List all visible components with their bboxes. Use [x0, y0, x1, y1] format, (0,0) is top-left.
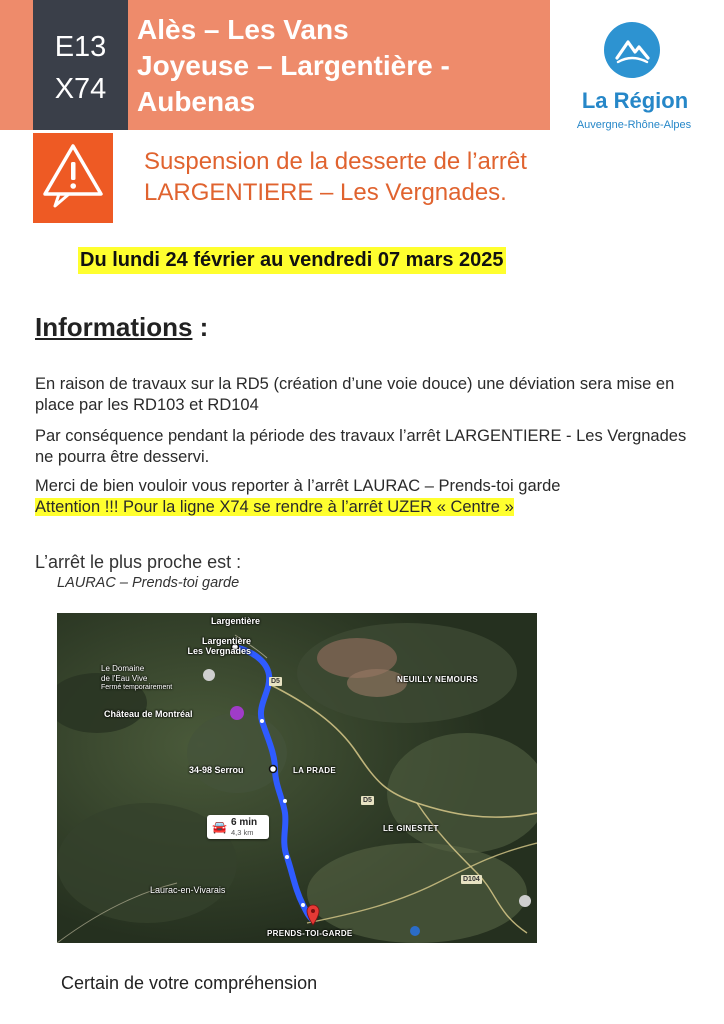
map-label-la-prade: LA PRADE: [293, 766, 336, 775]
region-logo-name: La Région: [581, 88, 689, 113]
notice-title-line-2: LARGENTIERE – Les Vergnades.: [144, 179, 507, 206]
map-label-laurac: Laurac-en-Vivarais: [150, 885, 226, 895]
map-label-domaine: Le Domaine de l'Eau Vive: [101, 664, 148, 683]
date-range: Du lundi 24 février au vendredi 07 mars 2025: [78, 247, 506, 274]
route-line-1: Alès – Les Vans: [137, 14, 349, 45]
route-distance: 4,3 km: [231, 828, 254, 837]
map-label-serrou: 34-98 Serrou: [189, 765, 244, 775]
info-paragraph-1: En raison de travaux sur la RD5 (création d’une voie douce) une déviation sera mise en place par les RD103 et RD104: [35, 375, 675, 414]
line-code-e13: E13: [54, 31, 107, 63]
road-tag-d5-north: D5: [271, 678, 280, 685]
warning-icon: [41, 140, 105, 214]
info-heading-text: Informations: [35, 312, 193, 342]
info-paragraph-2: Par conséquence pendant la période des travaux l’arrêt LARGENTIERE - Les Vergnades ne pourra être desservi.: [35, 427, 687, 466]
info-heading-colon: :: [192, 312, 209, 342]
region-logo-mountain-icon: [604, 22, 660, 78]
road-tag-d104: D104: [463, 876, 480, 883]
line-code-x74: X74: [54, 73, 107, 105]
redirect-stop-text: Merci de bien vouloir vous reporter à l’arrêt LAURAC – Prends-toi garde: [35, 477, 561, 495]
route-map: [57, 613, 537, 943]
route-line-3: Aubenas: [137, 86, 256, 117]
map-label-domaine-status: Fermé temporairement: [101, 684, 173, 691]
map-label-end-stop: PRENDS-TOI-GARDE: [267, 929, 353, 938]
map-label-largentiere: Largentière: [211, 616, 261, 626]
region-logo-subtitle: Auvergne-Rhône-Alpes: [576, 119, 692, 131]
route-title: [137, 12, 547, 120]
chateau-marker-icon: [230, 706, 244, 720]
car-icon: 🚘: [212, 820, 227, 834]
route-line-2: Joyeuse – Largentière -: [137, 50, 450, 81]
route-time: 6 min: [231, 817, 258, 828]
map-label-start-stop: Largentière Les Vergnades: [187, 636, 251, 656]
notice-title: [144, 146, 704, 208]
map-label-ginestet: LE GINESTET: [383, 824, 439, 833]
map-label-neuilly: NEUILLY NEMOURS: [397, 675, 478, 684]
map-label-chateau: Château de Montréal: [104, 709, 193, 719]
warning-icon-box: [33, 133, 113, 223]
route-duration-box: [207, 815, 269, 839]
closing-text: Certain de votre compréhension: [61, 973, 318, 993]
line-number-badge: [33, 0, 128, 130]
info-heading: [35, 311, 208, 343]
road-tag-d5-south: D5: [363, 797, 372, 804]
x74-attention-note: Attention !!! Pour la ligne X74 se rendre à l’arrêt UZER « Centre »: [35, 498, 514, 516]
nearest-stop-label: L’arrêt le plus proche est :: [35, 552, 242, 572]
info-paragraph-3: [35, 476, 695, 518]
satellite-map-image: [57, 613, 537, 943]
nearest-stop-name: LAURAC – Prends-toi garde: [57, 575, 240, 591]
notice-title-line-1: Suspension de la desserte de l’arrêt: [144, 148, 527, 175]
